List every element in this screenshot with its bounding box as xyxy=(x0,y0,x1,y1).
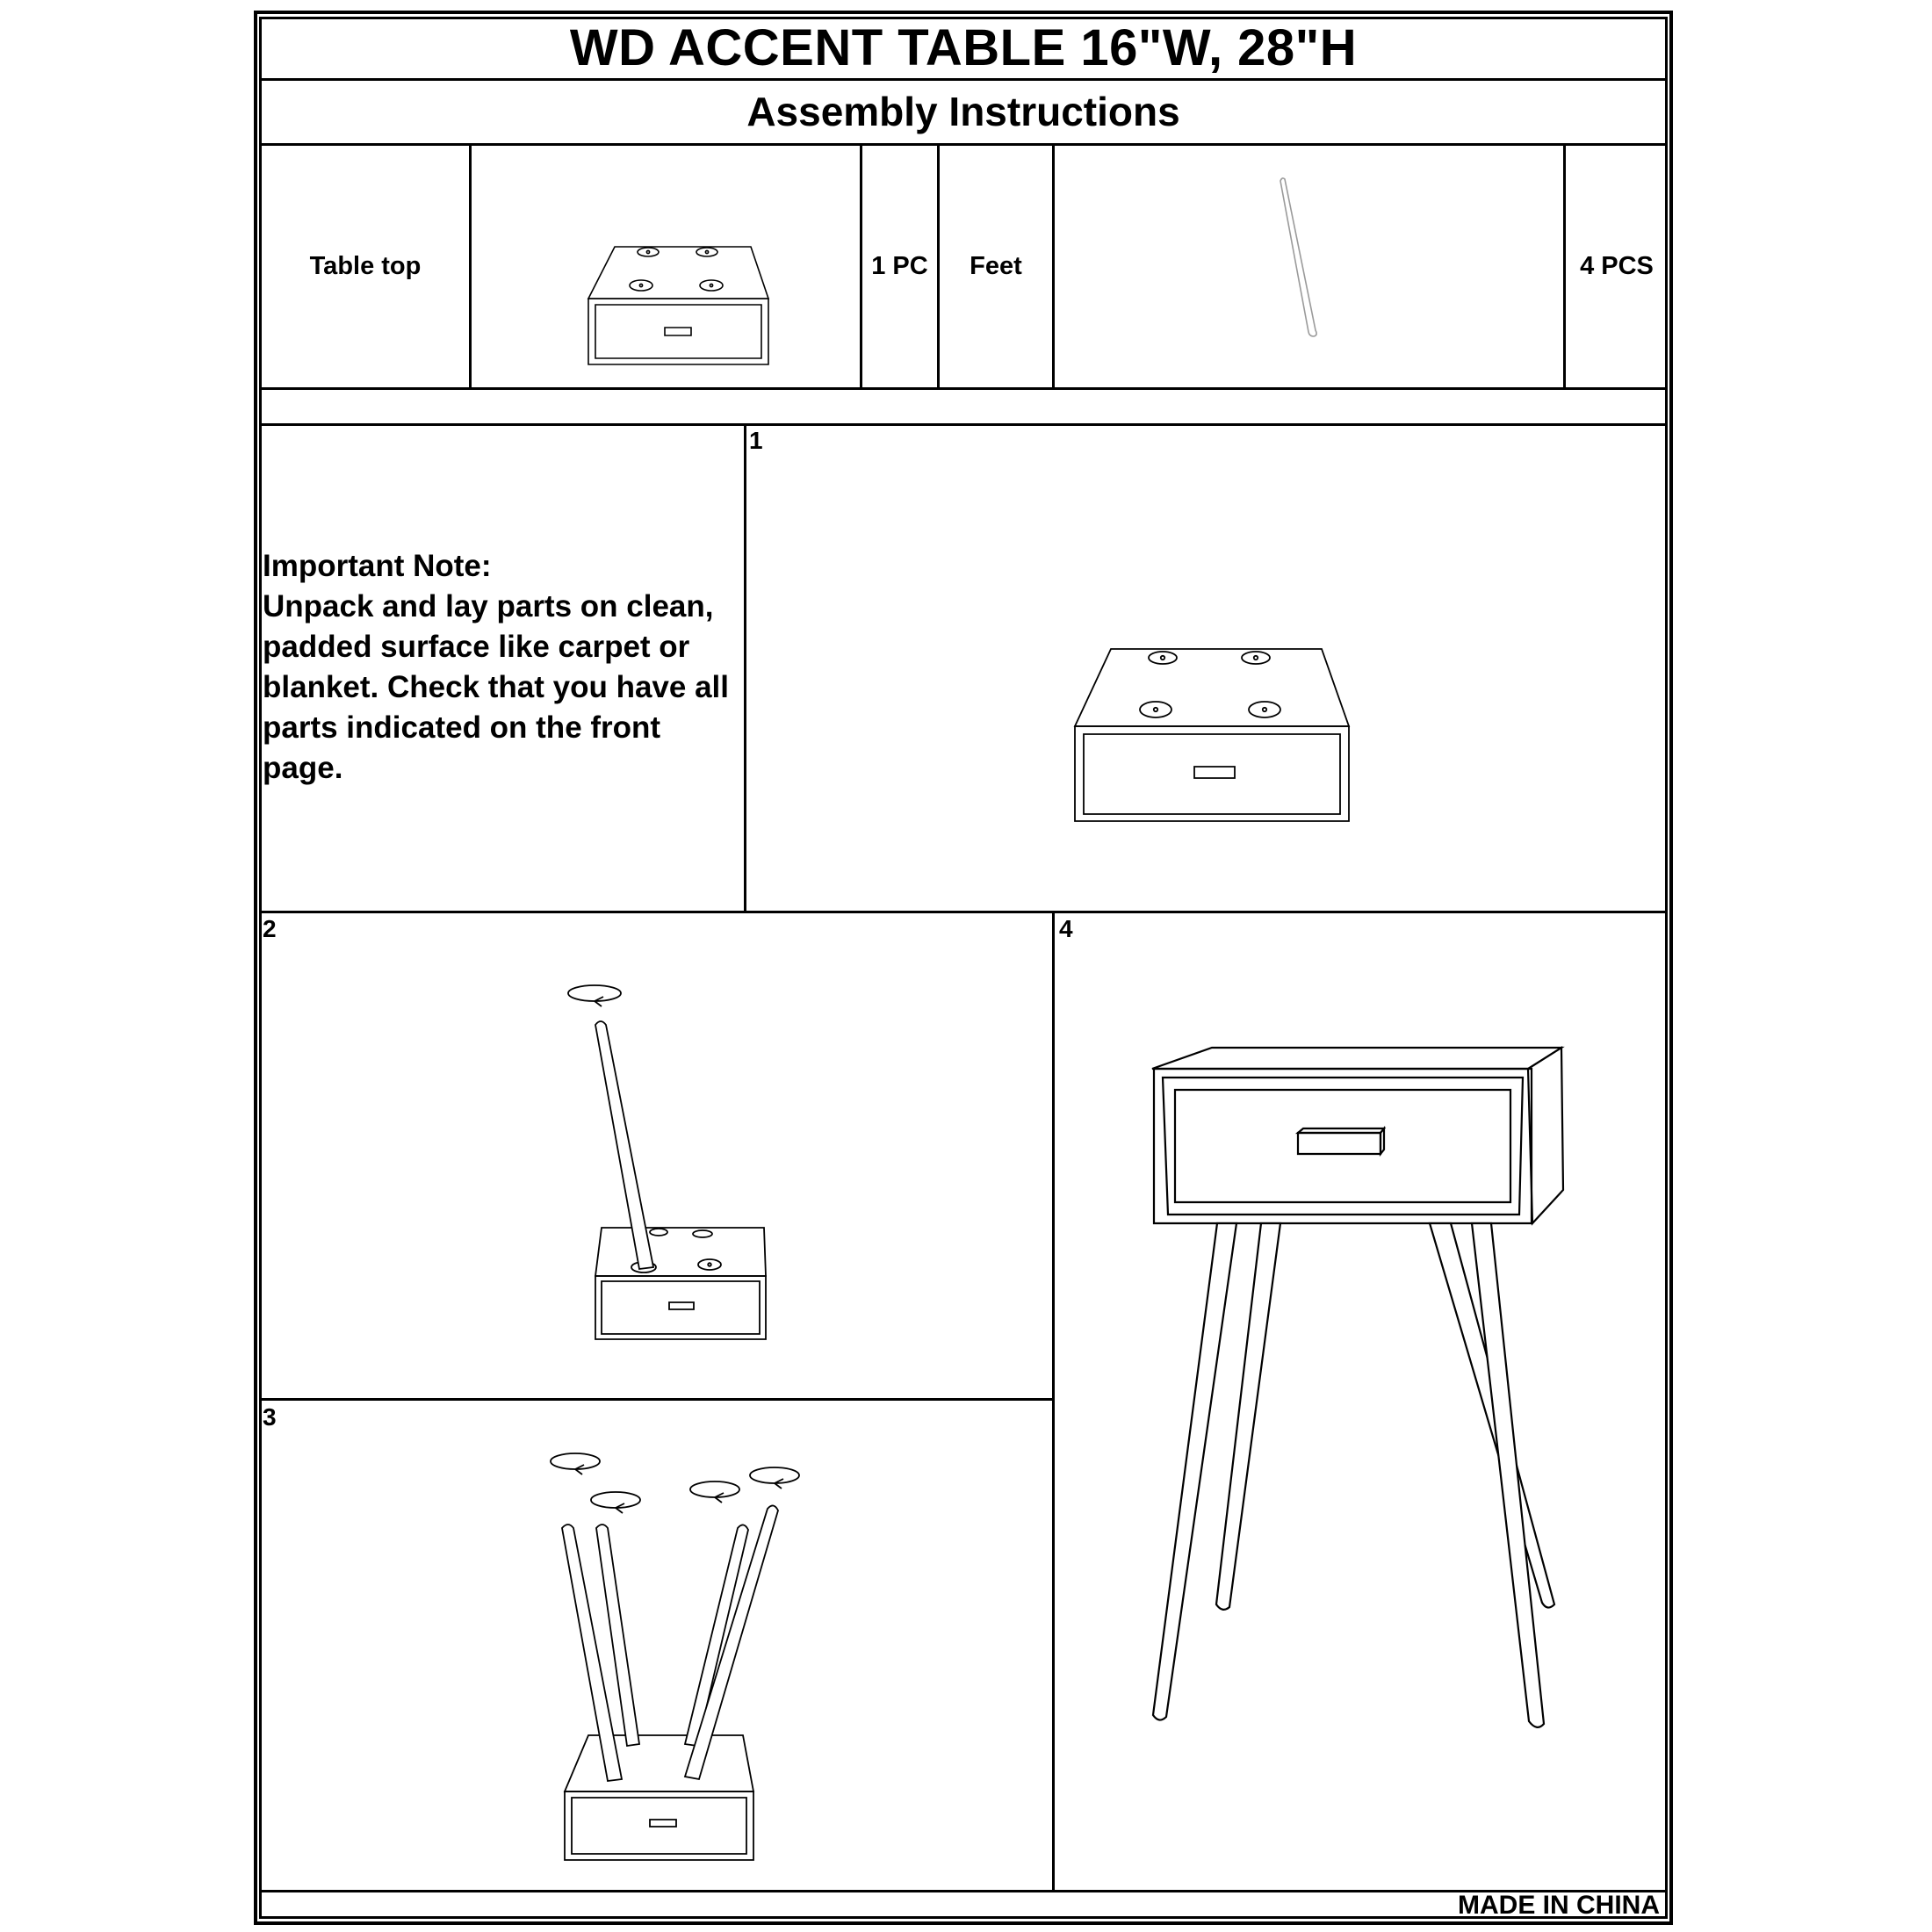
step-4-assembled-table-illustration xyxy=(1142,1041,1581,1743)
document-title: WD ACCENT TABLE 16"W, 28"H xyxy=(569,18,1358,76)
step-number: 3 xyxy=(263,1403,277,1431)
step-number: 4 xyxy=(1059,915,1073,942)
cell-divider xyxy=(1052,911,1055,1892)
cell-divider xyxy=(1052,143,1055,389)
document-subtitle: Assembly Instructions xyxy=(746,89,1180,134)
divider xyxy=(259,1398,1054,1401)
step-1-table-top-illustration xyxy=(1071,645,1352,830)
part-name-feet: Feet xyxy=(970,252,1022,280)
divider xyxy=(259,1890,1668,1892)
important-note xyxy=(263,546,737,789)
note-heading: Important Note: xyxy=(263,549,492,583)
step-number: 1 xyxy=(749,427,763,454)
part-name-table-top: Table top xyxy=(309,252,422,280)
step-3-illustration xyxy=(543,1447,811,1864)
foot-illustration xyxy=(1278,176,1330,338)
divider xyxy=(259,423,1668,426)
divider xyxy=(259,911,1668,913)
step-number: 2 xyxy=(263,915,277,942)
part-qty-table-top: 1 PC xyxy=(871,252,928,280)
part-qty-feet: 4 PCS xyxy=(1580,252,1654,280)
table-top-illustration xyxy=(580,242,773,369)
note-body: Unpack and lay parts on clean, padded surface like carpet or blanket. Check that you have all parts indicated on the front page. xyxy=(263,589,729,785)
step-2-illustration xyxy=(562,979,773,1344)
cell-divider xyxy=(744,423,746,912)
made-in-label: MADE IN CHINA xyxy=(1458,1891,1660,1920)
cell-divider xyxy=(469,143,472,389)
divider xyxy=(259,387,1668,390)
